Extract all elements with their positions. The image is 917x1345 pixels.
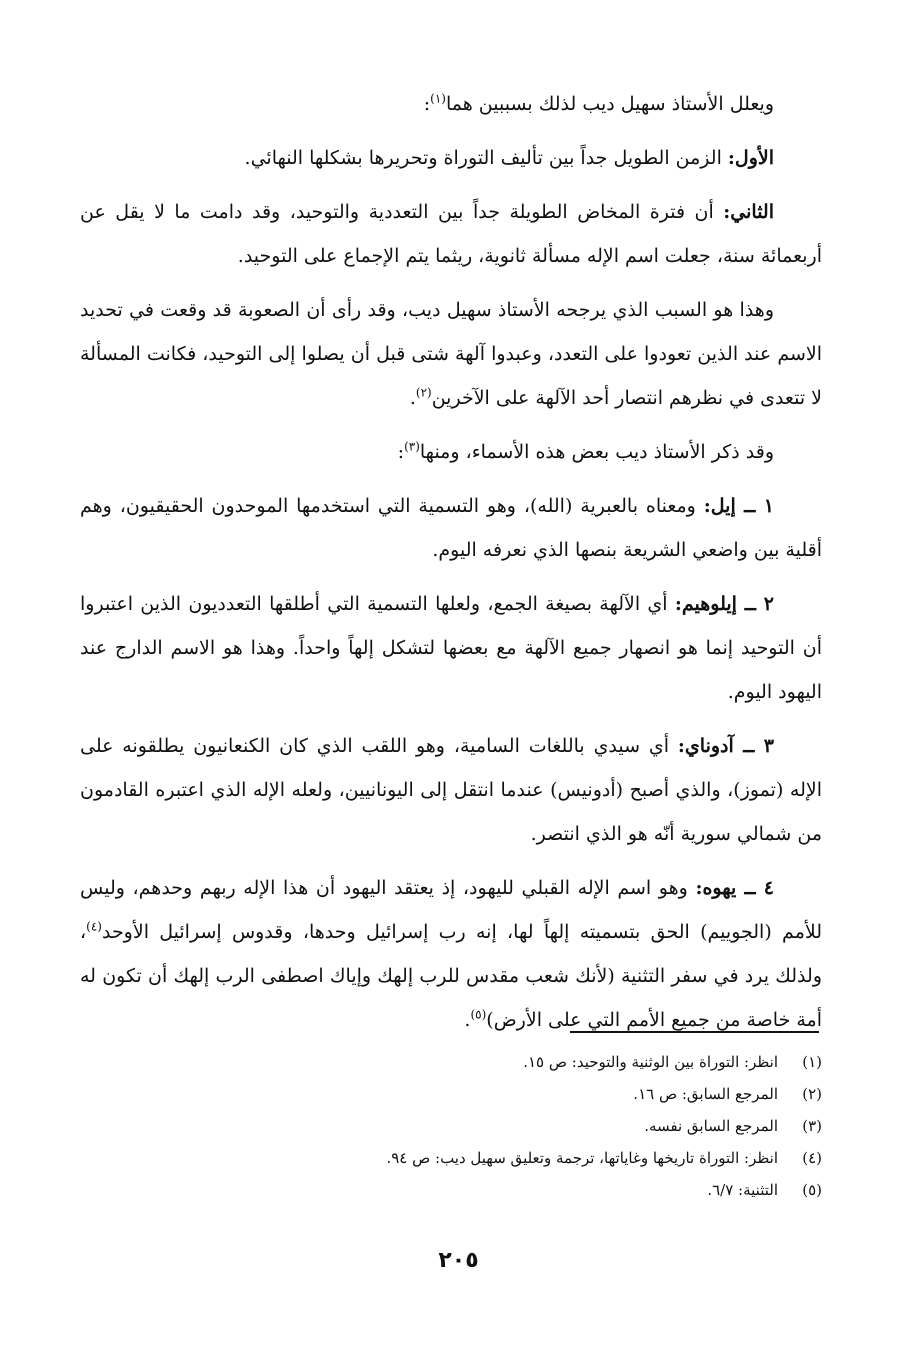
page-number: ٢٠٥ <box>438 1248 479 1273</box>
list-item-adonai <box>80 724 822 856</box>
footnote-text: انظر: التوراة بين الوثنية والتوحيد: ص ١٥. <box>523 1053 778 1071</box>
paragraph-text: وهذا هو السبب الذي يرجحه الأستاذ سهيل ديب، وقد رأى أن الصعوبة قد وقعت في تحديد الاسم عند الذين تعودوا على التعدد، وعبدوا آلهة شتى قبل أن يصلوا إلى التوحيد، فكانت المسألة لا تتعدى في نظرهم انتصار أحد الآلهة على الآخرين <box>80 299 822 409</box>
paragraph-first-reason <box>80 136 822 180</box>
footnotes <box>80 1046 822 1206</box>
footnote-number: (١) <box>802 1053 822 1071</box>
paragraph-text: الزمن الطويل جداً بين تأليف التوراة وتحريرها بشكلها النهائي. <box>244 147 728 169</box>
footnote-number: (٢) <box>802 1085 822 1103</box>
footnote-text: التثنية: ٦/٧. <box>707 1181 778 1199</box>
footnote-divider <box>570 1031 819 1033</box>
paragraph-text: أي الآلهة بصيغة الجمع، ولعلها التسمية التي أطلقها التعدديون الذين اعتبروا أن التوحيد إنما هو انصهار جميع الآلهة مع بعضها لتشكل إلهاً واحداً. وهذا هو الاسم الدارج عند اليهود اليوم. <box>80 593 822 703</box>
item-label: ٣ ــ آدوناي: <box>677 735 774 757</box>
punctuation: : <box>397 441 405 463</box>
list-item-yahweh <box>80 866 822 1042</box>
item-label: ٢ ــ إيلوهيم: <box>674 593 774 615</box>
paragraph-text: أي سيدي باللغات السامية، وهو اللقب الذي كان الكنعانيون يطلقونه على الإله (تموز)، والذي أصبح (أدونيس) عندما انتقل إلى اليونانيين، ولعله الإله الذي اعتبره القادمون من شمالي سورية أنّه هو الذي انتصر. <box>80 735 822 845</box>
footnote-ref: (٤) <box>86 919 102 934</box>
footnote-number: (٥) <box>802 1181 822 1199</box>
paragraph-text: وهو اسم الإله القبلي لليهود، إذ يعتقد اليهود أن هذا الإله ربهم وحدهم، وليس للأمم (الجوييم) الحق بتسميته إلهاً لها، إنه رب إسرائيل وحدها، وقدوس إسرائيل الأوحد <box>80 877 822 943</box>
footnote-ref: (٥) <box>470 1007 487 1022</box>
footnote-number: (٤) <box>802 1149 822 1167</box>
list-item-el <box>80 484 822 572</box>
paragraph-intro <box>80 82 822 126</box>
footnote-item <box>80 1046 822 1078</box>
paragraph-text: أن فترة المخاض الطويلة جداً بين التعددية والتوحيد، وقد دامت ما لا يقل عن أربعمائة سنة، جعلت اسم الإله مسألة ثانوية، ريثما يتم الإجماع على التوحيد. <box>80 201 822 267</box>
item-label: ١ ــ إيل: <box>703 495 774 517</box>
item-label: ٤ ــ يهوه: <box>695 877 774 899</box>
footnote-ref: (٢) <box>415 385 432 400</box>
footnote-ref: (٣) <box>404 439 420 454</box>
footnote-number: (٣) <box>802 1117 822 1135</box>
paragraph-text: ويعلل الأستاذ سهيل ديب لذلك بسببين هما <box>445 93 774 115</box>
item-label: الثاني: <box>723 201 774 223</box>
footnote-item <box>80 1174 822 1206</box>
punctuation: . <box>464 1009 471 1031</box>
footnote-item <box>80 1142 822 1174</box>
footnote-text: المرجع السابق نفسه. <box>644 1117 778 1135</box>
footnote-text: المرجع السابق: ص ١٦. <box>633 1085 778 1103</box>
paragraph-text: ومعناه بالعبرية (الله)، وهو التسمية التي استخدمها الموحدون الحقيقيون، وهم أقلية بين واضعي الشريعة بنصها الذي نعرفه اليوم. <box>80 495 822 561</box>
paragraph-text: وقد ذكر الأستاذ ديب بعض هذه الأسماء، ومنها <box>419 441 774 463</box>
paragraph-preferred-reason <box>80 288 822 420</box>
main-text <box>80 82 822 1052</box>
footnote-ref: (١) <box>430 91 446 106</box>
footnote-item <box>80 1078 822 1110</box>
footnote-text: انظر: التوراة تاريخها وغاياتها، ترجمة وتعليق سهيل ديب: ص ٩٤. <box>386 1149 778 1167</box>
footnote-item <box>80 1110 822 1142</box>
punctuation: : <box>423 93 431 115</box>
item-label: الأول: <box>727 147 774 169</box>
punctuation: . <box>409 387 416 409</box>
paragraph-text: ، ولذلك يرد في سفر التثنية (لأنك شعب مقدس للرب إلهك وإياك اصطفى الرب إلهك أن تكون له أمة خاصة من جميع الأمم التي على الأرض) <box>80 921 822 1031</box>
list-item-elohim <box>80 582 822 714</box>
paragraph-second-reason <box>80 190 822 278</box>
paragraph-names-intro <box>80 430 822 474</box>
